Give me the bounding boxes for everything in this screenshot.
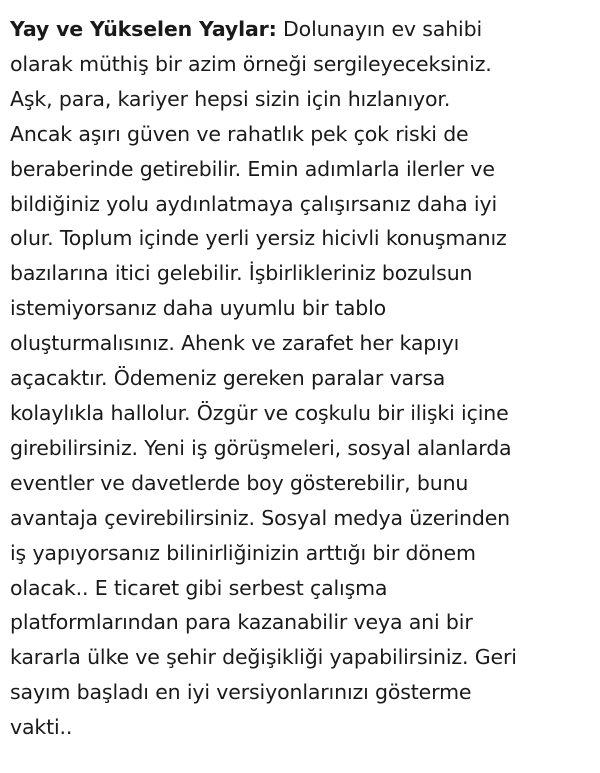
post-line-1: [10, 12, 590, 47]
post-line: istemiyorsanız daha uyumlu bir tablo: [10, 296, 387, 321]
post-line: bazılarına itici gelebilir. İşbirlikleriniz bozulsun: [10, 261, 473, 286]
post-line: olarak müthiş bir azim örneği sergileyeceksiniz.: [10, 51, 492, 76]
post-line: açacaktır. Ödemeniz gereken paralar varsa: [10, 366, 446, 391]
post-line: kolaylıkla hallolur. Özgür ve coşkulu bir ilişki içine: [10, 400, 509, 425]
post-line: avantaja çevirebilirsiniz. Sosyal medya üzerinden: [10, 505, 511, 530]
post-line: eventler ve davetlerde boy gösterebilir, bunu: [10, 470, 469, 495]
post-line: olacak.. E ticaret gibi serbest çalışma: [10, 575, 388, 600]
post-text: [10, 12, 590, 745]
post-line: Aşk, para, kariyer hepsi sizin için hızlanıyor.: [10, 86, 451, 111]
post-line: sayım başladı en iyi versiyonlarınızı gösterme: [10, 680, 472, 705]
post-line: Ancak aşırı güven ve rahatlık pek çok riski de: [10, 121, 469, 146]
post-line: kararla ülke ve şehir değişikliği yapabilirsiniz. Geri: [10, 645, 517, 670]
post-line: bildiğiniz yolu aydınlatmaya çalışırsanız daha iyi: [10, 191, 498, 216]
post-heading: Yay ve Yükselen Yaylar:: [10, 17, 277, 41]
post-line: vakti..: [10, 715, 73, 740]
post-line: oluşturmalısınız. Ahenk ve zarafet her kapıyı: [10, 331, 460, 356]
post-line: platformlarından para kazanabilir veya ani bir: [10, 610, 473, 635]
post-line: girebilirsiniz. Yeni iş görüşmeleri, sosyal alanlarda: [10, 435, 512, 460]
post-line: beraberinde getirebilir. Emin adımlarla ilerler ve: [10, 156, 495, 181]
post-heading-continuation: Dolunayın ev sahibi: [276, 17, 482, 41]
post-line: iş yapıyorsanız bilinirliğinizin arttığı bir dönem: [10, 540, 476, 565]
post-line: olur. Toplum içinde yerli yersiz hicivli konuşmanız: [10, 226, 507, 251]
